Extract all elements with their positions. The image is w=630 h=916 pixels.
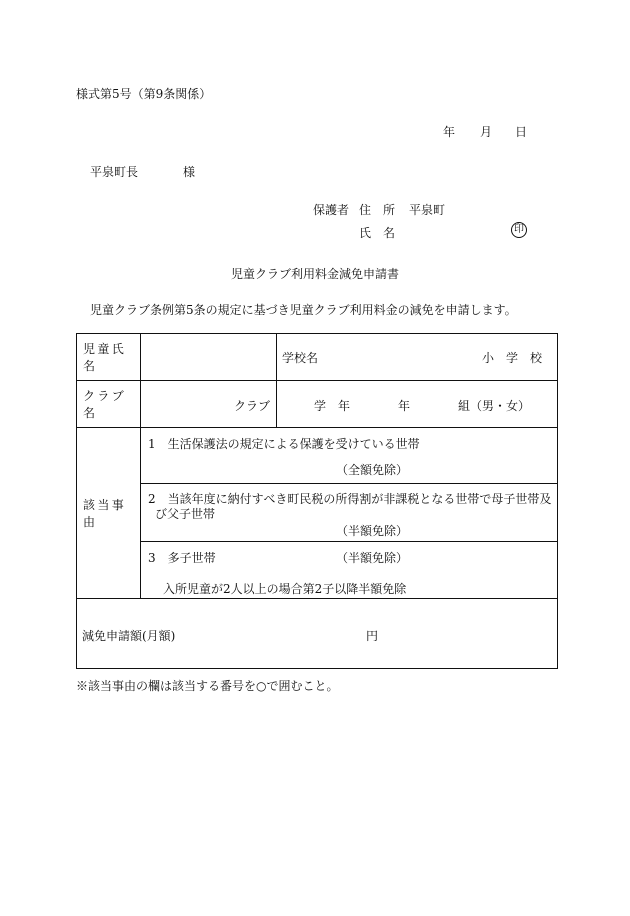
date-year-label: 年: [443, 125, 456, 139]
table-row: [77, 599, 558, 669]
reason-item-2[interactable]: [141, 484, 557, 542]
footnote: ※該当事由の欄は該当する番号を○で囲むこと。: [76, 679, 339, 693]
club-suffix: クラブ: [234, 399, 271, 413]
reason-item-note: 入所児童が2人以上の場合第2子以降半額免除: [163, 582, 407, 596]
document-title: 児童クラブ利用料金減免申請書: [231, 267, 400, 281]
reason-item-3[interactable]: [141, 542, 557, 598]
reason-item-text: 1 生活保護法の規定による保護を受けている世帯: [148, 437, 420, 451]
table-row: [77, 381, 558, 428]
currency-label: 円: [366, 629, 379, 643]
form-number: 様式第5号（第9条関係）: [76, 87, 212, 101]
amount-label: 減免申請額(月額): [82, 629, 176, 643]
date-day-label: 日: [515, 125, 528, 139]
reason-item-1[interactable]: [141, 428, 557, 484]
grade-text: 学 年 年 組（男・女）: [314, 399, 531, 413]
seal-mark: 印: [511, 222, 527, 238]
club-name-field[interactable]: [141, 381, 277, 428]
table-row: [77, 334, 558, 381]
addressee-name: 平泉町長: [90, 165, 139, 179]
child-name-field[interactable]: [141, 334, 277, 381]
reason-item-text: 2 当該年度に納付すべき町民税の所得割が非課税となる世帯で母子世帯及: [148, 492, 552, 506]
school-field[interactable]: [277, 334, 558, 381]
application-table: [76, 333, 558, 669]
reason-label: 該当事由: [77, 428, 141, 599]
applicant-role: 保護者: [313, 203, 350, 217]
amount-field[interactable]: [77, 599, 558, 669]
name-label: 氏 名: [359, 226, 396, 240]
child-name-label: 児童氏名: [77, 334, 141, 381]
reason-item-text-continued: び父子世帯: [155, 507, 216, 521]
date-month-label: 月: [480, 125, 493, 139]
reason-options: [141, 428, 558, 599]
school-label: 学校名: [282, 351, 319, 365]
addressee-honorific: 様: [183, 165, 196, 179]
reason-item-exemption: （半額免除）: [336, 551, 409, 565]
reason-item-text: 3 多子世帯: [148, 551, 216, 565]
reason-item-exemption: （全額免除）: [336, 463, 409, 477]
reason-item-exemption: （半額免除）: [336, 524, 409, 538]
address-value: 平泉町: [409, 203, 446, 217]
table-row: [77, 428, 558, 599]
intro-text: 児童クラブ条例第5条の規定に基づき児童クラブ利用料金の減免を申請します。: [90, 303, 517, 317]
grade-field[interactable]: [277, 381, 558, 428]
address-label: 住 所: [359, 203, 396, 217]
school-suffix: 小 学 校: [482, 351, 543, 365]
club-name-label: クラブ名: [77, 381, 141, 428]
